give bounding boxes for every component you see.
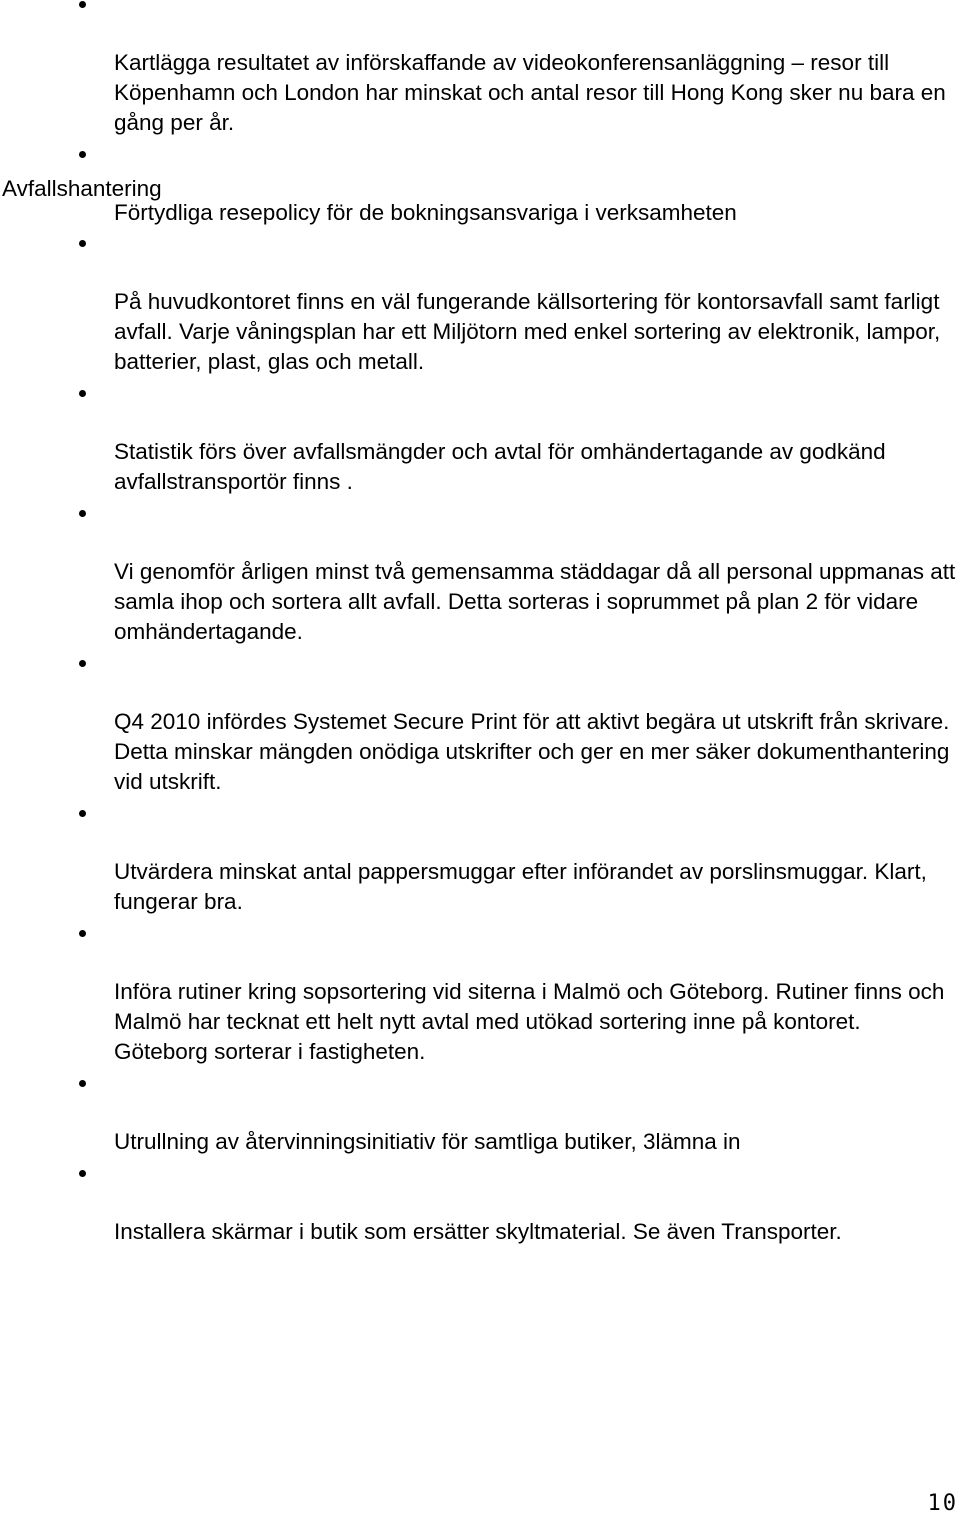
list-item (0, 797, 960, 917)
page-number: 10 (927, 1491, 958, 1516)
list-item (0, 0, 960, 138)
list-item-text: Införa rutiner kring sopsortering vid siterna i Malmö och Göteborg. Rutiner finns och Malmö har tecknat ett helt nytt avtal med utökad sortering inne på kontoret. Göteborg sorterar i fastigheten. (114, 979, 945, 1064)
list-item (0, 917, 960, 1067)
bullet-icon (79, 151, 86, 158)
list-item (0, 1157, 960, 1247)
list-item-text: Kartlägga resultatet av införskaffande av videokonferensanläggning – resor till Köpenhamn och London har minskat och antal resor till Hong Kong sker nu bara en gång per år. (114, 50, 946, 135)
list-item-text: Förtydliga resepolicy för de bokningsansvariga i verksamheten (114, 200, 737, 225)
list-item-text: Utvärdera minskat antal pappersmuggar efter införandet av porslinsmuggar. Klart, fungerar bra. (114, 859, 927, 914)
bullet-icon (79, 930, 86, 937)
list-item (0, 1067, 960, 1157)
list-item-text: Vi genomför årligen minst två gemensamma städdagar då all personal uppmanas att samla ihop och sortera allt avfall. Detta sorteras i soprummet på plan 2 för vidare omhändertagande. (114, 559, 956, 644)
list-item (0, 647, 960, 797)
bullet-icon (79, 390, 86, 397)
list-item-text: Utrullning av återvinningsinitiativ för samtliga butiker, 3lämna in (114, 1129, 741, 1154)
bullet-icon (79, 1170, 86, 1177)
list-item-text: Statistik förs över avfallsmängder och avtal för omhändertagande av godkänd avfallstransportör finns . (114, 439, 886, 494)
list-item-text: Q4 2010 infördes Systemet Secure Print för att aktivt begära ut utskrift från skrivare. Detta minskar mängden onödiga utskrifter och ger en mer säker dokumenthantering vid utskrift. (114, 709, 950, 794)
list-item-text: På huvudkontoret finns en väl fungerande källsortering för kontorsavfall samt farligt avfall. Varje våningsplan har ett Miljötorn med enkel sortering av elektronik, lampor, batterier, plast, glas och metall. (114, 289, 941, 374)
bullet-icon (79, 510, 86, 517)
list-item (0, 227, 960, 377)
bullet-icon (79, 810, 86, 817)
section-heading: Avfallshantering (2, 176, 162, 201)
bullet-icon (79, 1080, 86, 1087)
list-item-text: Installera skärmar i butik som ersätter skyltmaterial. Se även Transporter. (114, 1219, 842, 1244)
bullet-icon (79, 1, 86, 8)
bullet-icon (79, 240, 86, 247)
list-item (0, 377, 960, 497)
list-item (0, 497, 960, 647)
bullet-icon (79, 660, 86, 667)
waste-bullet-list (0, 227, 960, 1247)
